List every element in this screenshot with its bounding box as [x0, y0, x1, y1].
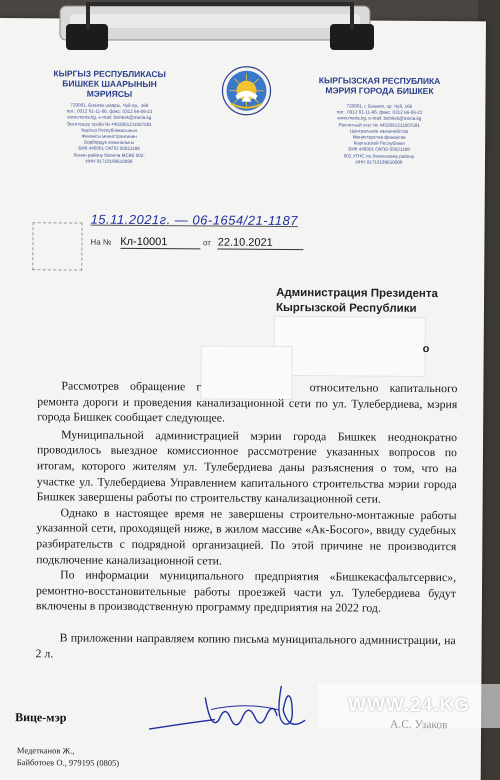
letterhead-right-line: БИК 440001 ОКПО 00021188 — [348, 146, 410, 153]
letterhead-right-line: тел.: 0312 61-11-66, факс: 0312 66-06-21 — [336, 109, 423, 116]
redacted-name-block — [274, 316, 426, 377]
paragraph-4: По информации муниципального предприятия «Бишкекасфальтсервис», ремонтно-восстановительные работы проезжей части ул. Тулебердиева будут включены в производственную программу предприятия на 2022 год. — [35, 567, 457, 615]
letterhead-left-title-2: БИШКЕК ШААРЫНЫН — [62, 78, 157, 90]
paragraph-2: Муниципальной администрацией мэрии города Бишкек неоднократно проводилось выездное комиссионное рассмотрение указанных вопросов по итогам, которого жителям ул. Тулебердиева даны разъяснения о том, что на участке ул. Тулебердиева Управлением капитального строительства мэрии города Бишкек завершены работы по строительству канализационной сети. — [36, 427, 458, 506]
letterhead-right-line: 720001, г. Бишкек, пр. Чуй, 166 — [346, 103, 413, 109]
letterhead-right — [289, 75, 470, 166]
letterhead-right-line: ИНН 01710199610068 — [355, 159, 403, 165]
executor-line-1: Медетканов Ж., — [16, 745, 75, 756]
addressee-trailing: о — [422, 342, 430, 356]
paragraph-3: Однако в настоящее время не завершены строительно-монтажные работы указанной сети, проходящей ниже, в жилом массиве «Ак-Босого», ввиду судебных разбирательств с подрядной организацией. По этой причине не производится подключение канализационной сети. — [36, 505, 457, 568]
letterhead-right-title-1: КЫРГЫЗСКАЯ РЕСПУБЛИКА — [318, 75, 441, 87]
document-page — [0, 18, 486, 780]
paragraph-1-rest: относительно капитального ремонта дороги и проведения канализационной сети по ул. Тулебердиева, мэрия города Бишкек сообщает следующее. — [37, 380, 458, 425]
paragraph-1-start: Рассмотрев обращение г — [61, 378, 202, 394]
paragraph-1 — [37, 378, 457, 428]
letterhead-right-title-2: МЭРИЯ ГОРОДА БИШКЕК — [325, 85, 434, 97]
letterhead-left-line: 720001, Бишкек шаары, Чүй пр., 166 — [70, 102, 149, 109]
site-watermark: WWW.24.KG — [318, 684, 500, 728]
letterhead-left-line: тел.: 0312 61-11-66, факс: 0312 66-06-21 — [66, 108, 153, 115]
registration-stamp-box — [32, 222, 82, 270]
reference-line — [90, 236, 303, 250]
executor-line-2: Байботоев О., 979195 (0805) — [16, 757, 120, 768]
letterhead-right-line: www.meria.kg, e-mail: bishkek@meria.kg — [337, 115, 422, 122]
letterhead-right-line: Центральное казначейство — [350, 128, 409, 134]
reference-date: 22.10.2021 — [218, 237, 304, 251]
letterhead-left-title-3: МЭРИЯСЫ — [86, 88, 133, 99]
addressee — [276, 286, 438, 317]
state-emblem-icon — [221, 66, 271, 116]
signatory-position: Вице-мэр — [15, 710, 67, 725]
letterhead-right-line: 002 УГНС по Ленинскому району — [343, 153, 415, 159]
letterhead-left-line: БИК 440001 ОКПО 00021188 — [78, 145, 140, 152]
letterhead-left-line: ИНН 01710199610068 — [85, 158, 133, 164]
letterhead-left-line: Ленин району боюнча МСКБ 002, — [73, 152, 145, 158]
reference-number: Кл-10001 — [120, 236, 200, 250]
letterhead-left-title-1: КЫРГЫЗ РЕСПУБЛИКАСЫ — [53, 68, 166, 80]
executors — [17, 744, 120, 769]
letterhead-right-line: Кыргызской Республики — [353, 140, 405, 147]
reference-no-label: На № — [90, 237, 112, 247]
paragraph-5: В приложении направляем копию письма муниципального администрации, на 2 л. — [35, 630, 456, 660]
handwritten-signature — [145, 679, 325, 740]
letterhead-left-line: Эсептешүү эсеби № 4402061211007581 — [66, 121, 152, 127]
letterhead-right-line: Расчетный счет № 4402061211007581 — [338, 121, 420, 128]
letterhead-left-line: Кыргыз Республикасынын — [81, 127, 138, 133]
letterhead-left-line: Финансы министрлигинин — [81, 133, 137, 139]
letter-body — [36, 378, 458, 664]
binder-clip-icon — [0, 0, 500, 60]
addressee-line-1: Администрация Президента — [276, 286, 438, 301]
letterhead-left — [19, 68, 200, 165]
letterhead-left-line: Борбордук казыналыгы — [84, 139, 135, 146]
reference-from-label: от — [202, 238, 211, 248]
letterhead-right-line: Министерства финансов — [352, 134, 406, 140]
letterhead-left-line: www.meria.kg, e-mail: bishkek@meria.kg — [67, 114, 152, 121]
addressee-line-2: Кыргызской Республики — [275, 301, 417, 315]
handwritten-registration: 15.11.2021г. — 06-1654/21-1187 — [90, 211, 299, 229]
